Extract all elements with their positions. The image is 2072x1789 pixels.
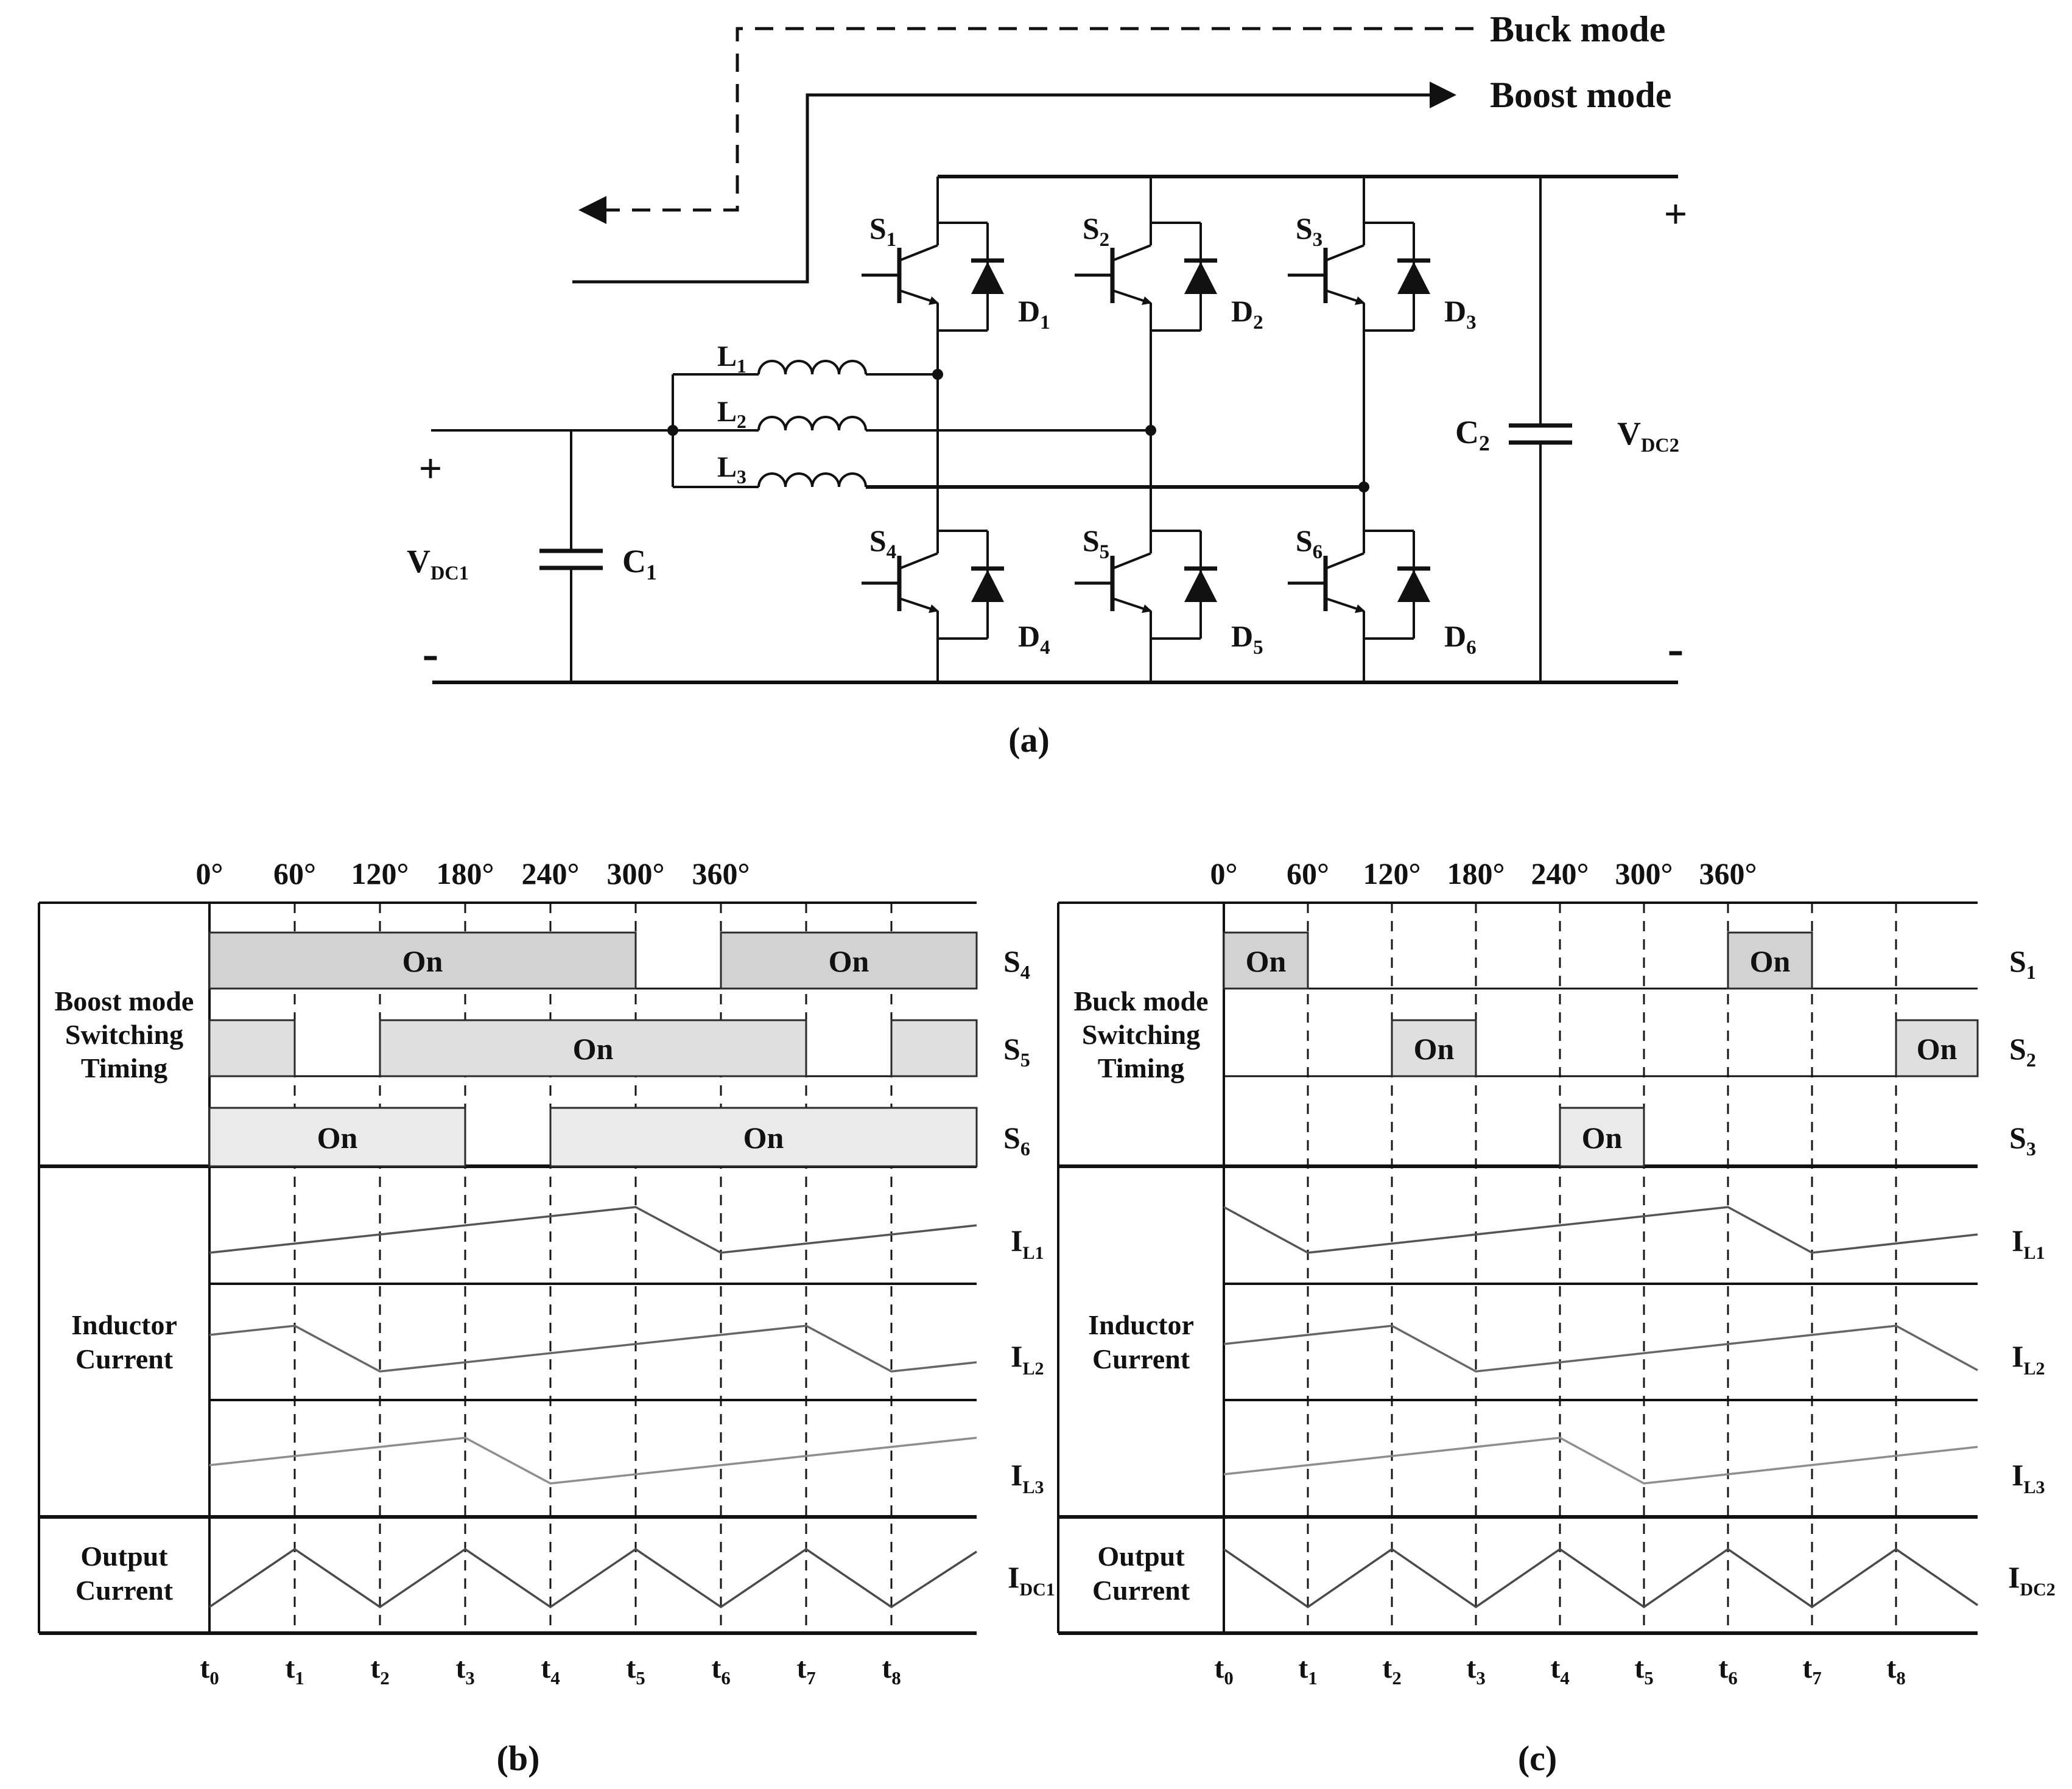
svg-text:Switching: Switching xyxy=(1081,1019,1201,1050)
gridlines-c xyxy=(1308,903,1896,1633)
junction-dot xyxy=(1358,481,1369,492)
on-label: On xyxy=(402,944,443,978)
row-label-idc1: $I_{DC1}$ xyxy=(1008,1560,1055,1600)
svg-text:360°: 360° xyxy=(1699,856,1757,891)
svg-text:t4: $t_4$ xyxy=(1550,1652,1570,1689)
svg-text:Inductor: Inductor xyxy=(71,1309,177,1340)
on-label: On xyxy=(1916,1032,1958,1066)
label-s5: $S_5$ xyxy=(1082,523,1110,563)
svg-text:t6: $t_6$ xyxy=(1718,1652,1738,1689)
svg-text:t0: $t_0$ xyxy=(200,1652,219,1689)
degree-scale-b xyxy=(196,856,750,891)
svg-text:t7: $t_7$ xyxy=(1802,1652,1822,1689)
svg-text:120°: 120° xyxy=(1363,856,1421,891)
inductor-l1 xyxy=(759,361,866,374)
svg-text:Current: Current xyxy=(1092,1343,1190,1374)
row-label-s5: $S_5$ xyxy=(1003,1032,1030,1071)
svg-text:300°: 300° xyxy=(1615,856,1673,891)
junction-dot xyxy=(932,369,943,380)
svg-text:Current: Current xyxy=(75,1575,174,1606)
on-label: On xyxy=(1413,1032,1455,1066)
label-s1: $S_1$ xyxy=(869,211,897,251)
row-label-il1: $I_{L1}$ xyxy=(1011,1224,1044,1263)
box-title-c xyxy=(1073,986,1208,1606)
svg-text:t2: $t_2$ xyxy=(370,1652,390,1689)
row-label-s1: $S_1$ xyxy=(2009,944,2036,983)
svg-text:360°: 360° xyxy=(692,856,750,891)
label-vdc1: $V_{DC1}$ xyxy=(407,543,469,584)
svg-text:120°: 120° xyxy=(351,856,409,891)
svg-text:Timing: Timing xyxy=(80,1052,168,1084)
row-label-il3c: $I_{L3}$ xyxy=(2012,1458,2045,1497)
inductor-l3 xyxy=(759,474,866,487)
svg-text:t7: $t_7$ xyxy=(796,1652,816,1689)
label-d4: $D_4$ xyxy=(1018,619,1050,659)
svg-text:Current: Current xyxy=(75,1343,174,1374)
svg-text:t3: $t_3$ xyxy=(1466,1652,1486,1689)
svg-text:180°: 180° xyxy=(1447,856,1505,891)
svg-text:t1: $t_1$ xyxy=(285,1652,304,1689)
label-vdc2: $V_{DC2}$ xyxy=(1617,415,1679,457)
gridlines-b xyxy=(295,903,891,1633)
svg-text:Output: Output xyxy=(1097,1541,1185,1572)
row-label-il3: $I_{L3}$ xyxy=(1011,1458,1044,1497)
waveform-idc2-c xyxy=(1224,1549,1978,1607)
label-d3: $D_3$ xyxy=(1444,294,1477,334)
waveform-idc1-b xyxy=(209,1549,977,1607)
caption-a: (a) xyxy=(1008,720,1050,760)
svg-text:Output: Output xyxy=(80,1541,168,1572)
circuit-panel xyxy=(407,9,1687,760)
on-label: On xyxy=(317,1121,358,1155)
label-l2: $L_2$ xyxy=(717,396,746,432)
caption-b: (b) xyxy=(496,1738,540,1778)
boost-mode-label: Boost mode xyxy=(1490,75,1672,115)
svg-text:t8: $t_8$ xyxy=(882,1652,901,1689)
svg-text:300°: 300° xyxy=(606,856,665,891)
svg-text:0°: 0° xyxy=(195,856,223,891)
time-scale-c xyxy=(1214,1652,1905,1689)
svg-text:t5: $t_5$ xyxy=(626,1652,645,1689)
box-title-b xyxy=(55,986,194,1606)
timing-panel-c xyxy=(1058,856,2056,1778)
label-d6: $D_6$ xyxy=(1444,619,1477,659)
svg-text:t0: $t_0$ xyxy=(1214,1652,1234,1689)
polarity-plus-left: + xyxy=(418,445,443,491)
c1-plates xyxy=(539,551,603,568)
bar-s5-seg3 xyxy=(891,1020,977,1076)
svg-text:Switching: Switching xyxy=(65,1019,184,1050)
row-label-il2c: $I_{L2}$ xyxy=(2012,1339,2045,1379)
buck-mode-arrow xyxy=(578,29,1473,224)
on-label: On xyxy=(572,1032,614,1066)
polarity-minus-left: - xyxy=(422,627,439,681)
label-d1: $D_1$ xyxy=(1018,294,1050,334)
on-label: On xyxy=(1245,944,1287,978)
label-s6: $S_6$ xyxy=(1295,523,1323,563)
waveform-il3-b xyxy=(209,1438,977,1483)
svg-text:t1: $t_1$ xyxy=(1298,1652,1318,1689)
svg-text:t6: $t_6$ xyxy=(711,1652,731,1689)
on-label: On xyxy=(1581,1121,1623,1155)
on-label: On xyxy=(1749,944,1791,978)
polarity-minus-right: - xyxy=(1667,622,1684,676)
label-s3: $S_3$ xyxy=(1295,211,1323,251)
svg-text:t8: $t_8$ xyxy=(1886,1652,1906,1689)
waveform-il2-b xyxy=(209,1326,977,1371)
svg-text:t4: $t_4$ xyxy=(541,1652,560,1689)
waveform-il3-c xyxy=(1224,1438,1978,1483)
label-s4: $S_4$ xyxy=(869,523,897,563)
row-label-il1c: $I_{L1}$ xyxy=(2012,1224,2045,1263)
bar-s5-seg1 xyxy=(209,1020,295,1076)
svg-text:0°: 0° xyxy=(1210,856,1238,891)
caption-c: (c) xyxy=(1517,1738,1558,1778)
on-label: On xyxy=(743,1121,784,1155)
boost-arrowhead-icon xyxy=(1430,82,1456,108)
junction-dot xyxy=(667,425,678,436)
svg-text:Boost mode: Boost mode xyxy=(54,986,194,1017)
label-c1: $C_1$ xyxy=(622,543,657,584)
on-label: On xyxy=(828,944,869,978)
svg-text:t2: $t_2$ xyxy=(1382,1652,1402,1689)
circuit-wires xyxy=(431,177,1678,682)
label-l3: $L_3$ xyxy=(717,451,746,488)
svg-text:t5: $t_5$ xyxy=(1634,1652,1654,1689)
svg-text:240°: 240° xyxy=(1531,856,1589,891)
c2-plates xyxy=(1509,425,1572,443)
label-l1: $L_1$ xyxy=(717,340,746,377)
svg-text:Buck mode: Buck mode xyxy=(1073,986,1209,1017)
svg-text:Inductor: Inductor xyxy=(1088,1309,1194,1340)
degree-scale-c xyxy=(1210,856,1757,891)
svg-text:240°: 240° xyxy=(521,856,580,891)
polarity-plus-right: + xyxy=(1663,191,1688,237)
waveform-il2-c xyxy=(1224,1326,1978,1371)
svg-text:Current: Current xyxy=(1092,1575,1190,1606)
svg-text:Timing: Timing xyxy=(1097,1052,1185,1084)
buck-arrowhead-icon xyxy=(578,196,606,224)
row-label-idc2: $I_{DC2}$ xyxy=(2008,1560,2056,1600)
row-label-s3: $S_3$ xyxy=(2009,1121,2036,1160)
label-d5: $D_5$ xyxy=(1231,619,1263,659)
buck-mode-label: Buck mode xyxy=(1490,9,1666,49)
waveform-il1-c xyxy=(1224,1207,1978,1253)
svg-text:60°: 60° xyxy=(273,856,316,891)
timing-panel-b xyxy=(39,856,1055,1778)
row-label-il2: $I_{L2}$ xyxy=(1011,1339,1044,1379)
label-s2: $S_2$ xyxy=(1082,211,1110,251)
svg-text:t3: $t_3$ xyxy=(455,1652,475,1689)
junction-dot xyxy=(1145,425,1156,436)
time-scale-b xyxy=(200,1652,901,1689)
label-c2: $C_2$ xyxy=(1455,414,1490,455)
label-d2: $D_2$ xyxy=(1231,294,1263,334)
svg-text:180°: 180° xyxy=(436,856,494,891)
inductor-l2 xyxy=(759,417,866,430)
row-label-s2: $S_2$ xyxy=(2009,1032,2036,1071)
row-label-s4: $S_4$ xyxy=(1003,944,1030,983)
svg-text:60°: 60° xyxy=(1287,856,1329,891)
row-label-s6: $S_6$ xyxy=(1003,1121,1030,1160)
waveform-il1-b xyxy=(209,1207,977,1253)
